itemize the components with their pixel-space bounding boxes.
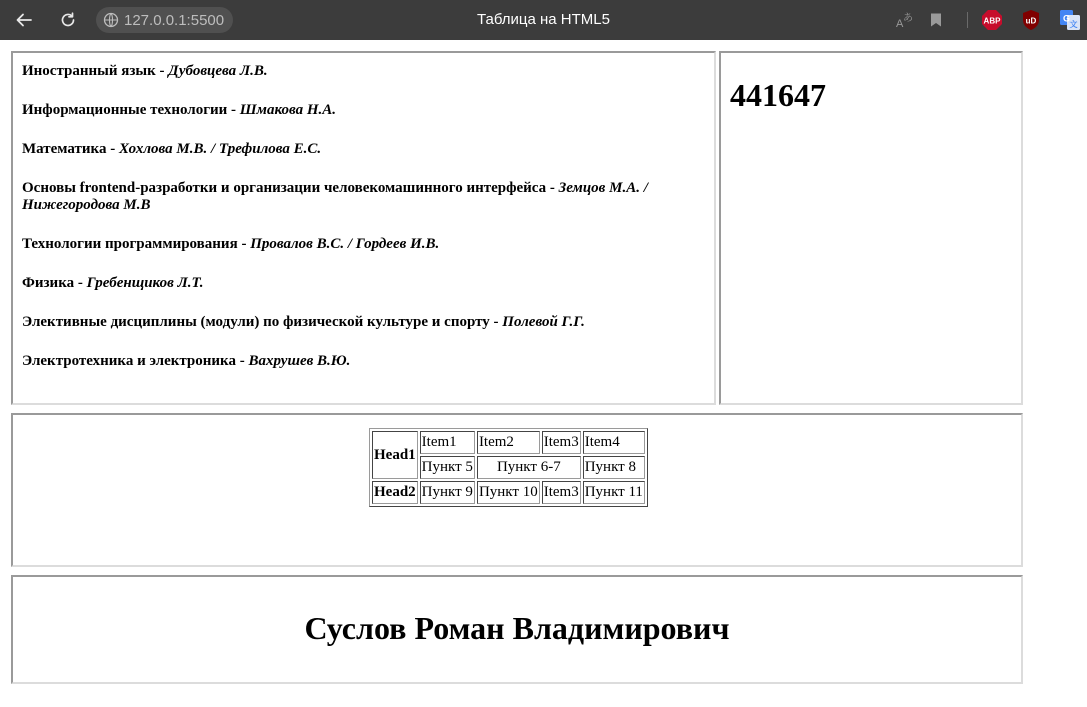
table-cell-item: Item2 xyxy=(477,431,540,454)
svg-text:A: A xyxy=(896,18,904,29)
page-title: Таблица на HTML5 xyxy=(477,11,610,28)
translate-page-button[interactable] xyxy=(891,7,919,33)
ublock-extension-icon[interactable] xyxy=(1020,9,1042,31)
student-full-name: Суслов Роман Владимирович xyxy=(304,610,730,646)
name-cell xyxy=(11,575,1023,684)
svg-text:uD: uD xyxy=(1025,16,1037,26)
browser-toolbar xyxy=(0,0,1087,40)
table-cell-item: Пункт 6-7 xyxy=(477,456,581,479)
table-head-2: Head2 xyxy=(372,481,418,504)
table-head-1: Head1 xyxy=(372,431,418,479)
translate-icon xyxy=(895,11,915,29)
subject-item: Электротехника и электроника - Вахрушев В.Ю. xyxy=(22,353,351,369)
subject-item: Информационные технологии - Шмакова Н.А. xyxy=(22,102,337,118)
svg-text:文: 文 xyxy=(1069,20,1078,29)
items-table xyxy=(369,428,648,507)
subject-item: Математика - Хохлова М.В. / Трефилова Е.С. xyxy=(22,141,322,157)
table-cell-item: Item3 xyxy=(542,431,581,454)
bookmark-button[interactable] xyxy=(922,7,950,33)
subject-item: Технологии программирования - Провалов В.С. / Гордеев И.В. xyxy=(22,236,440,252)
table-cell-item: Item1 xyxy=(420,431,475,454)
table-cell-item: Пункт 9 xyxy=(420,481,475,504)
group-code: 441647 xyxy=(730,77,826,113)
toolbar-separator xyxy=(967,12,968,28)
table-cell-item: Пункт 5 xyxy=(420,456,475,479)
adblock-extension-icon[interactable] xyxy=(981,9,1003,31)
svg-text:あ: あ xyxy=(903,13,913,24)
subject-item: Иностранный язык - Дубовцева Л.В. xyxy=(22,63,268,79)
table-row xyxy=(372,431,645,454)
subject-item: Физика - Гребенщиков Л.Т. xyxy=(22,275,204,291)
table-cell-item: Пункт 10 xyxy=(477,481,540,504)
subject-item: Элективные дисциплины (модули) по физической культуре и спорту - Полевой Г.Г. xyxy=(22,314,585,330)
google-translate-extension-icon[interactable] xyxy=(1059,9,1081,31)
table-cell xyxy=(11,413,1023,567)
table-row xyxy=(372,481,645,504)
url-text[interactable]: 127.0.0.1:5500 xyxy=(124,11,225,29)
table-cell-item: Пункт 8 xyxy=(583,456,645,479)
bookmark-icon xyxy=(929,12,943,28)
table-cell-item: Пункт 11 xyxy=(583,481,645,504)
subject-item: Основы frontend-разработки и организации человекомашинного интерфейса - Земцов М.А. / Нижегородова М.В xyxy=(22,180,648,213)
table-cell-item: Item3 xyxy=(542,481,581,504)
table-cell-item: Item4 xyxy=(583,431,645,454)
svg-text:G: G xyxy=(1062,13,1071,24)
svg-text:ABP: ABP xyxy=(983,16,1001,26)
group-code-cell xyxy=(719,51,1023,405)
subjects-cell xyxy=(11,51,716,405)
